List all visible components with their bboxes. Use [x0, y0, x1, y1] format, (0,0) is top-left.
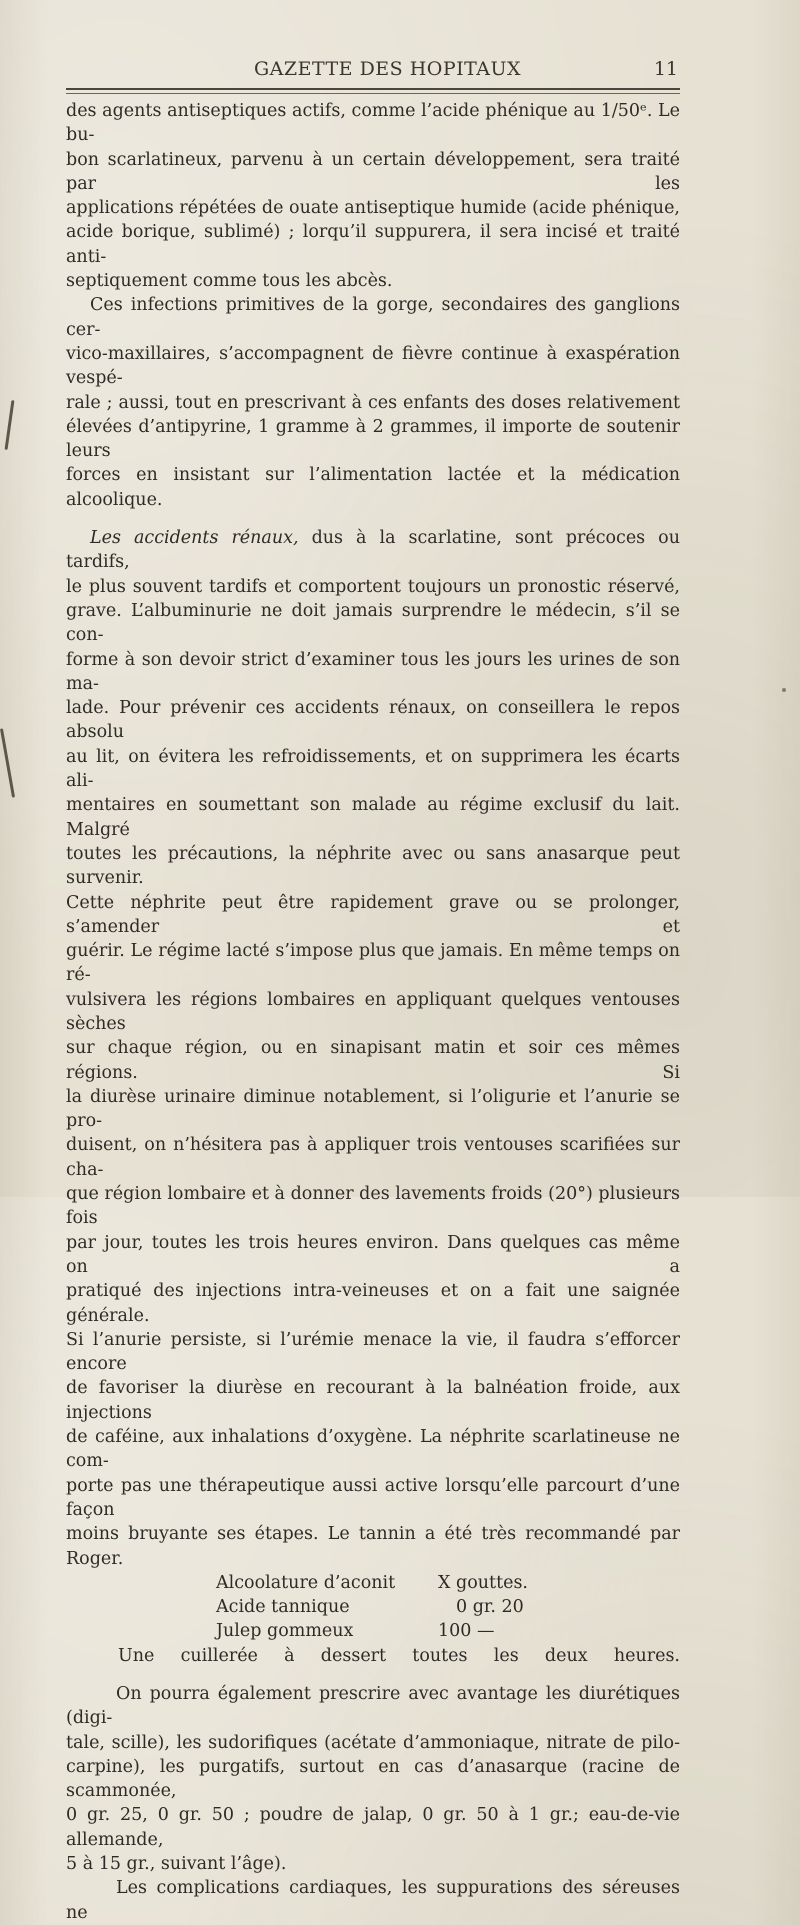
text-line: que région lombaire et à donner des lavements froids (20°) plusieurs fois — [66, 1184, 680, 1229]
text-line: Si l’anurie persiste, si l’urémie menace la vie, il faudra s’efforcer encore — [66, 1329, 680, 1375]
text-line: de favoriser la diurèse en recourant à la balnéation froide, aux injections — [66, 1378, 680, 1423]
prescription-row — [66, 1571, 680, 1595]
text-line: tale, scille), les sudorifiques (acétate d’ammoniaque, nitrate de pilo- — [66, 1732, 680, 1753]
text-line: pratiqué des injections intra-veineuses et on a fait une saignée générale. — [66, 1281, 680, 1326]
text-line: de caféine, aux inhalations d’oxygène. La néphrite scarlatineuse ne com- — [66, 1427, 680, 1472]
running-title: GAZETTE DES HOPITAUX — [254, 58, 522, 80]
text-line: porte pas une thérapeutique aussi active lorsqu’elle parcourt d’une façon — [66, 1475, 680, 1520]
body-text — [66, 99, 680, 1925]
prescription-quantity: X gouttes. — [438, 1572, 528, 1593]
text-line: 0 gr. 25, 0 gr. 50 ; poudre de jalap, 0 gr. 50 à 1 gr.; eau-de-vie allemande, — [66, 1805, 680, 1850]
scan-spot — [782, 688, 786, 692]
section-heading-italic: Les accidents rénaux, — [90, 528, 299, 549]
prescription-instruction: Une cuillerée à dessert toutes les deux heures. — [118, 1645, 680, 1666]
text-line: Ces infections primitives de la gorge, secondaires des ganglions cer- — [66, 295, 680, 340]
text-line: lade. Pour prévenir ces accidents rénaux, on conseillera le repos absolu — [66, 698, 680, 743]
text-line: Cette néphrite peut être rapidement grave ou se prolonger, s’amender et — [66, 892, 680, 937]
text-line: duisent, on n’hésitera pas à appliquer trois ventouses scarifiées sur cha- — [66, 1135, 680, 1180]
header-rule-thick — [66, 88, 680, 90]
text-line: grave. L’albuminurie ne doit jamais surprendre le médecin, s’il se con- — [66, 600, 680, 646]
prescription-row — [66, 1595, 680, 1619]
text-line-last: septiquement comme tous les abcès. — [66, 271, 393, 292]
text-line: forme à son devoir strict d’examiner tous les jours les urines de son ma- — [66, 649, 680, 694]
prescription-quantity: 100 — — [438, 1621, 495, 1642]
text-line: guérir. Le régime lacté s’impose plus que jamais. En même temps on ré- — [66, 941, 680, 986]
text-line: toutes les précautions, la néphrite avec ou sans anasarque peut survenir. — [66, 843, 680, 889]
text-fragment: dus à la scarlatine, sont précoces ou tardifs, — [66, 528, 680, 573]
text-line: rale ; aussi, tout en prescrivant à ces enfants des doses relativement — [66, 392, 680, 413]
prescription-ingredient: Julep gommeux — [216, 1621, 354, 1642]
text-line: le plus souvent tardifs et comportent toujours un pronostic réservé, — [66, 576, 680, 597]
text-line: mentaires en soumettant son malade au régime exclusif du lait. Malgré — [66, 795, 680, 840]
margin-mark — [5, 400, 15, 450]
text-line: la diurèse urinaire diminue notablement, si l’oligurie et l’anurie se pro- — [66, 1086, 680, 1132]
running-head — [66, 58, 680, 86]
header-rule-thin — [66, 93, 680, 94]
prescription-row — [66, 1619, 680, 1643]
text-line: applications répétées de ouate antiseptique humide (acide phénique, — [66, 198, 680, 219]
text-line: vico-maxillaires, s’accompagnent de fièvre continue à exaspération vespé- — [66, 343, 680, 389]
text-line: sur chaque région, ou en sinapisant matin et soir ces mêmes régions. Si — [66, 1038, 680, 1083]
text-line: acide borique, sublimé) ; lorqu’il suppurera, il sera incisé et traité anti- — [66, 222, 680, 267]
text-line: On pourra également prescrire avec avantage les diurétiques (digi- — [66, 1684, 680, 1729]
text-line: par jour, toutes les trois heures environ. Dans quelques cas même on a — [66, 1232, 680, 1277]
paragraph-gap — [66, 512, 680, 526]
text-line: vulsivera les régions lombaires en appliquant quelques ventouses sèches — [66, 989, 680, 1034]
text-line — [66, 526, 680, 575]
text-line-last: 5 à 15 gr., suivant l’âge). — [66, 1854, 287, 1875]
text-line: élevées d’antipyrine, 1 gramme à 2 grammes, il importe de soutenir leurs — [66, 416, 680, 462]
text-line: carpine), les purgatifs, surtout en cas d’anasarque (racine de scammonée, — [66, 1756, 680, 1802]
page-number: 11 — [653, 58, 678, 80]
text-line: au lit, on évitera les refroidissements, et on supprimera les écarts ali- — [66, 746, 680, 792]
text-line: bon scarlatineux, parvenu à un certain développement, sera traité par les — [66, 149, 680, 194]
paragraph-gap — [66, 1668, 680, 1682]
text-line: moins bruyante ses étapes. Le tannin a été très recommandé par Roger. — [66, 1524, 680, 1569]
page — [66, 0, 680, 1923]
prescription-ingredient: Alcoolature d’aconit — [216, 1572, 396, 1593]
text-line: Les complications cardiaques, les suppurations des séreuses ne — [66, 1878, 680, 1923]
margin-mark — [0, 728, 15, 797]
prescription-ingredient: Acide tannique — [216, 1597, 350, 1618]
text-line: forces en insistant sur l’alimentation lactée et la médication alcoolique. — [66, 465, 680, 510]
text-line: des agents antiseptiques actifs, comme l’acide phénique au 1/50ᵉ. Le bu- — [66, 101, 680, 146]
prescription-quantity: 0 gr. 20 — [456, 1597, 524, 1618]
